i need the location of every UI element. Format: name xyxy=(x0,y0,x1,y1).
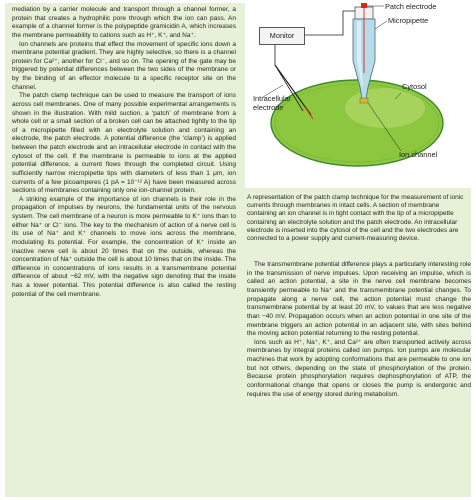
left-text-column xyxy=(12,6,236,299)
ion-channel xyxy=(360,98,368,103)
paragraph-ion-pumps: Ions such as H⁺, Na⁺, K⁺, and Ca²⁺ are often transported actively across membranes by integral proteins called ion pumps. Ion pumps are molecular machines that work by adopting conformations that are permeable to one ion but not others, depending on the state of phosphorylation of the protein. Because protein phosphorylation requires dephosphorylation of ATP, the conformational change that opens or closes the pump is endergonic and requires the use of energy stored during metabolism. xyxy=(247,338,471,398)
leader-micropipette xyxy=(375,21,387,29)
label-patch-electrode: Patch electrode xyxy=(385,2,437,11)
label-intracellular-electrode: Intracellular electrode xyxy=(253,94,292,112)
right-text-block xyxy=(245,261,471,399)
textbook-page xyxy=(5,3,471,497)
figure-caption: A representation of the patch clamp technique for the measurement of ionic currents through membranes in intact cells. A section of membrane containing an ion channel is in tight contact with the tip of a micropipette containing an electrolyte solution and the patch electrode. An intracellular electrode is inserted into the cytosol of the cell and the two electrodes are connected to a power supply and current-measuring device. xyxy=(247,194,464,243)
label-ion-channel: Ion channel xyxy=(399,150,438,159)
label-cytosol: Cytosol xyxy=(402,82,427,91)
paragraph-channel-former: mediation by a carrier molecule and transport through a channel former, a protein that creates a hydrophilic pore through which the ion can pass. An example of a channel former is the polypeptide gramicidin A, which increases the membrane permeability to cations such as H⁺, K⁺, and Na⁺. xyxy=(12,6,236,39)
label-micropipette: Micropipette xyxy=(388,16,429,25)
paragraph-patch-clamp: The patch clamp technique can be used to measure the transport of ions across cell membranes. One of many possible experimental arrangements is shown in the illustration. With mild suction, a ‘patch’ of membrane from a whole cell or a small section of a broken cell can be attached tightly to the tip of a micropipette filled with an electrolyte solution and containing an electrode, the patch electrode. A potential difference (the ‘clamp’) is applied between the patch electrode and an intracellular electrode in contact with the cytosol of the cell. If the membrane is permeable to ions at the applied potential difference, a current flows through the completed circuit. Using sufficiently narrow micropipette tips with diameters of less than 1 μm, ion currents of a few picoamperes (1 pA = 10⁻¹² A) have been measured across sections of membranes containing only one ion-channel protein. xyxy=(12,92,236,195)
cell-highlight xyxy=(345,88,425,128)
monitor-box: Monitor xyxy=(259,27,305,45)
paragraph-action-potential: The transmembrane potential difference plays a particularly interesting role in the transmission of nerve impulses. Upon receiving an impulse, which is called an action potential, a site in the nerve cell membrane becomes transiently permeable to Na⁺ and the transmembrane potential changes. To propagate along a nerve cell, the action potential must change the transmembrane potential by at least 20 mV, to values that are less negative than −40 mV. Propagation occurs when an action potential in one site of the membrane triggers an action potential in an adjacent site, with sites behind the moving action potential returning to the resting potential. xyxy=(247,261,471,338)
paragraph-neurons: A striking example of the importance of ion channels is their role in the propagation of impulses by neurons, the fundamental units of the nervous system. The cell membrane of a neuron is more permeable to K⁺ ions than to either Na⁺ or Cl⁻ ions. The key to the mechanism of action of a nerve cell is its use of Na⁺ and K⁺ channels to move ions across the membrane, modulating its potential. For example, the concentration of K⁺ inside an inactive nerve cell is about 20 times that on the outside, whereas the concentration of Na⁺ outside the cell is about 10 times that on the inside. The difference in concentrations of ions results in a transmembrane potential difference of about −62 mV, with the negative sign denoting that the inside has a lower potential. This potential difference is also called the resting potential of the cell membrane. xyxy=(12,195,236,298)
paragraph-ion-channels: Ion channels are proteins that effect the movement of specific ions down a membrane potential gradient. They are highly selective, so there is a channel protein for Ca²⁺, another for Cl⁻, and so on. The opening of the gate may be triggered by potential differences between the two sides of the membrane or by the binding of an effector molecule to a specific receptor site on the channel. xyxy=(12,40,236,91)
patch-clamp-figure xyxy=(245,3,471,188)
right-column xyxy=(245,3,471,399)
wire-to-patch-electrode xyxy=(303,11,361,35)
patch-electrode-cap xyxy=(361,3,367,8)
